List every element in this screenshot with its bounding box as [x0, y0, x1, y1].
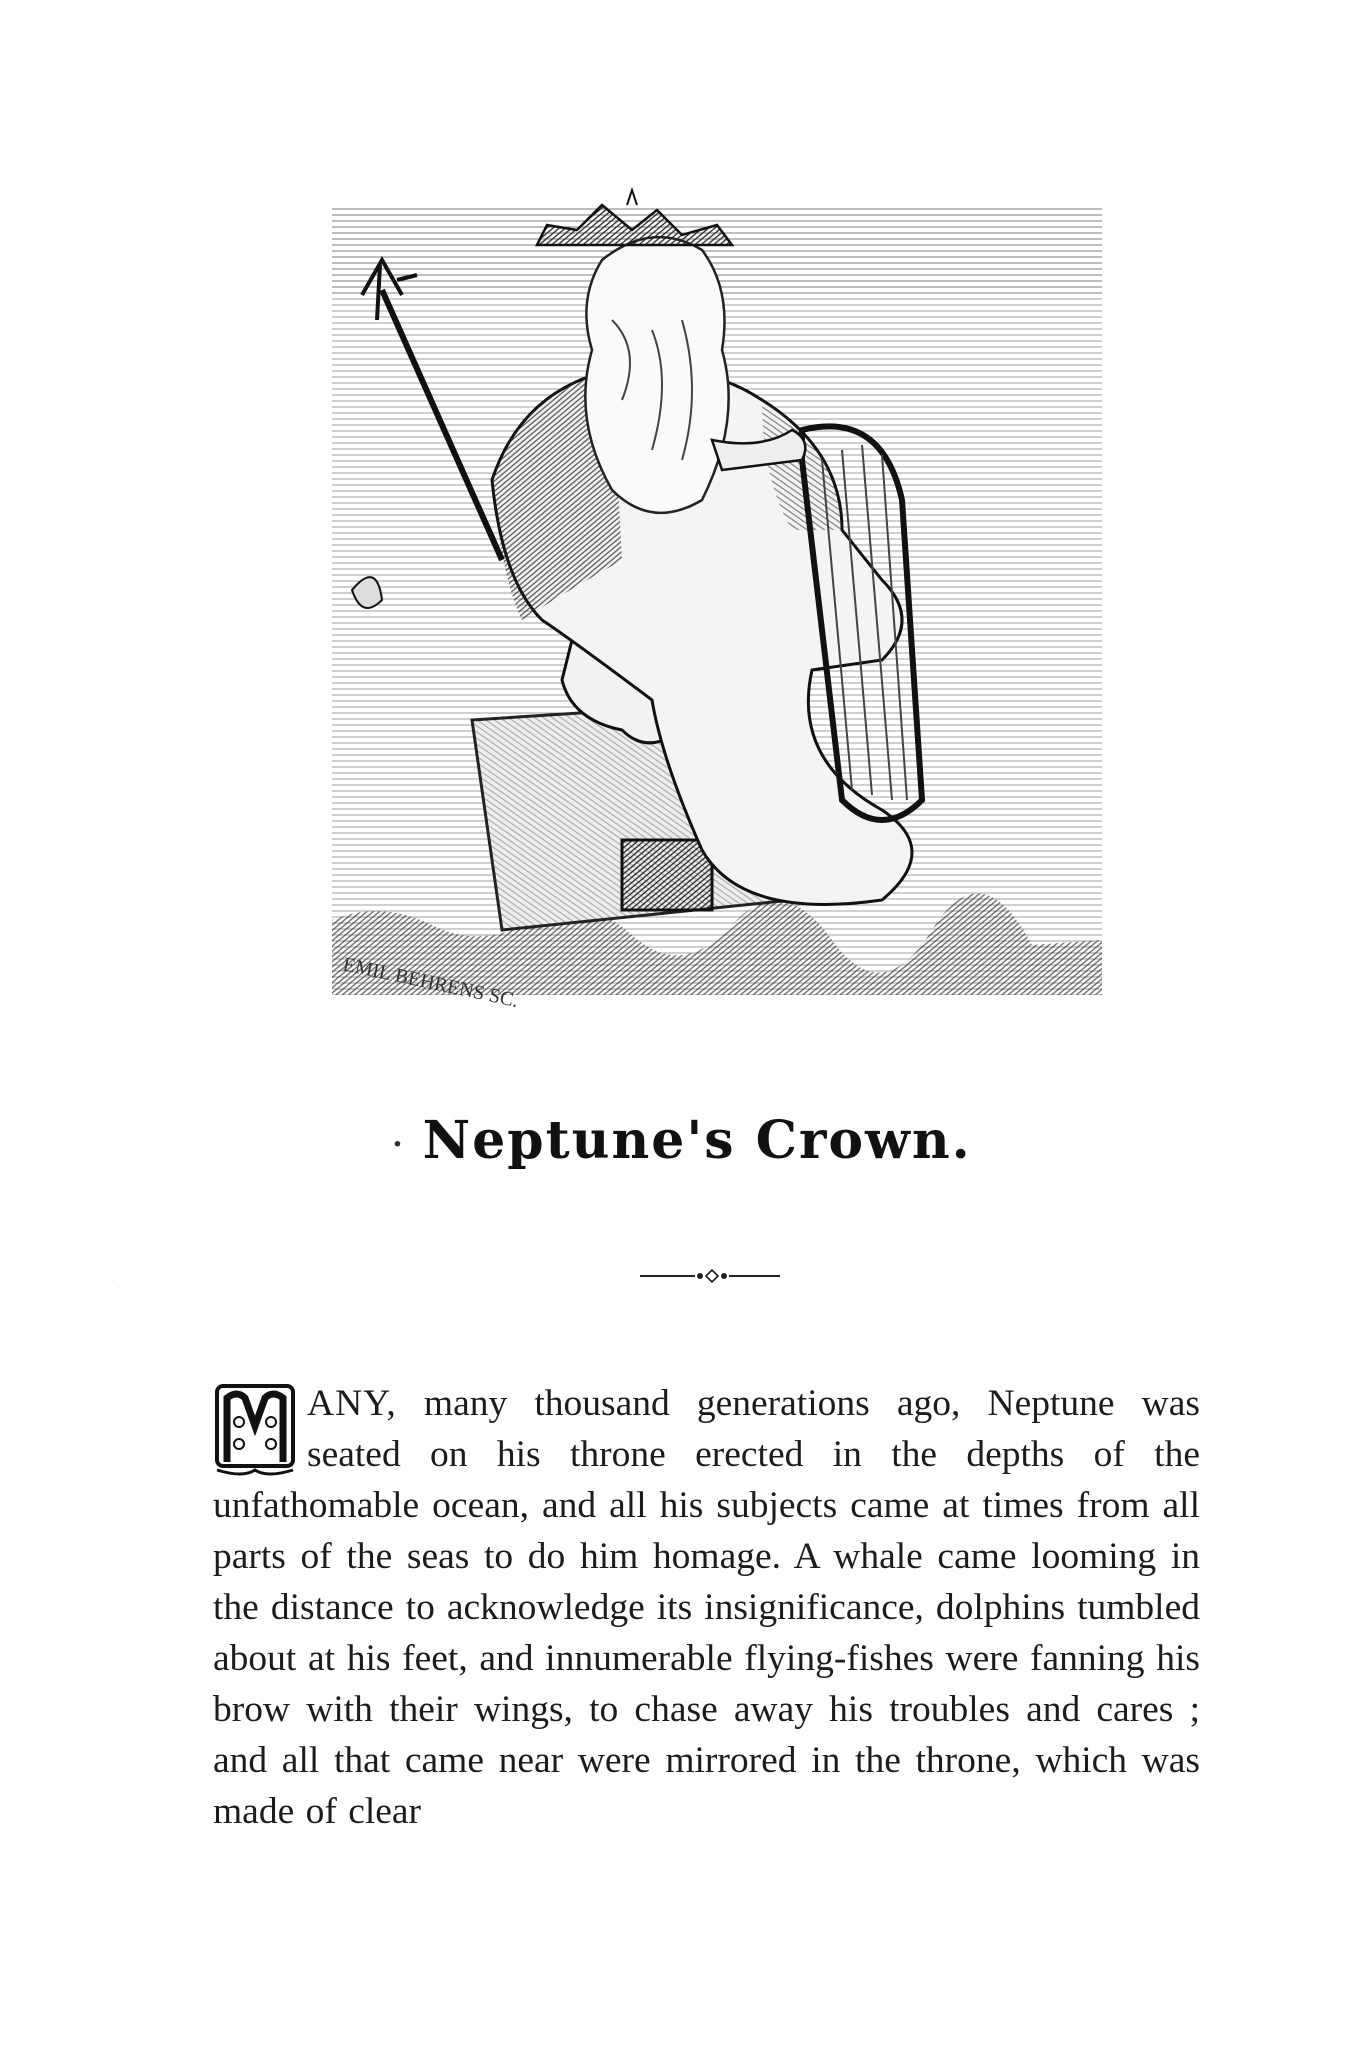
title-dot: ·	[392, 1127, 405, 1162]
title-text: Neptune's Crown.	[422, 1110, 972, 1171]
dropcap-m	[113, 1282, 297, 1478]
dropcap-letter: M	[113, 1282, 114, 1283]
neptune-engraving	[322, 200, 1112, 1013]
chapter-title	[0, 1110, 1364, 1171]
engraver-signature: EMIL BEHRENS SC.	[340, 953, 521, 1013]
story-text	[113, 1282, 1200, 1837]
divider-ornament	[640, 1266, 780, 1286]
first-word: ANY,	[307, 1383, 397, 1424]
paragraph	[213, 1378, 1200, 1837]
paragraph-text: many thousand generations ago, Neptune was seated on his throne erected in the depths of the unfathomable ocean, and all his subjects came at times from all parts of the seas to do him homage. A whale came looming in the distance to acknowledge its insignificance, dolphins tumbled about at his feet, and innumerable flying-fishes were fanning his brow with their wings, to chase away his troubles and cares ; and all that came near were mirrored in the throne, which was made of clear	[213, 1383, 1200, 1832]
